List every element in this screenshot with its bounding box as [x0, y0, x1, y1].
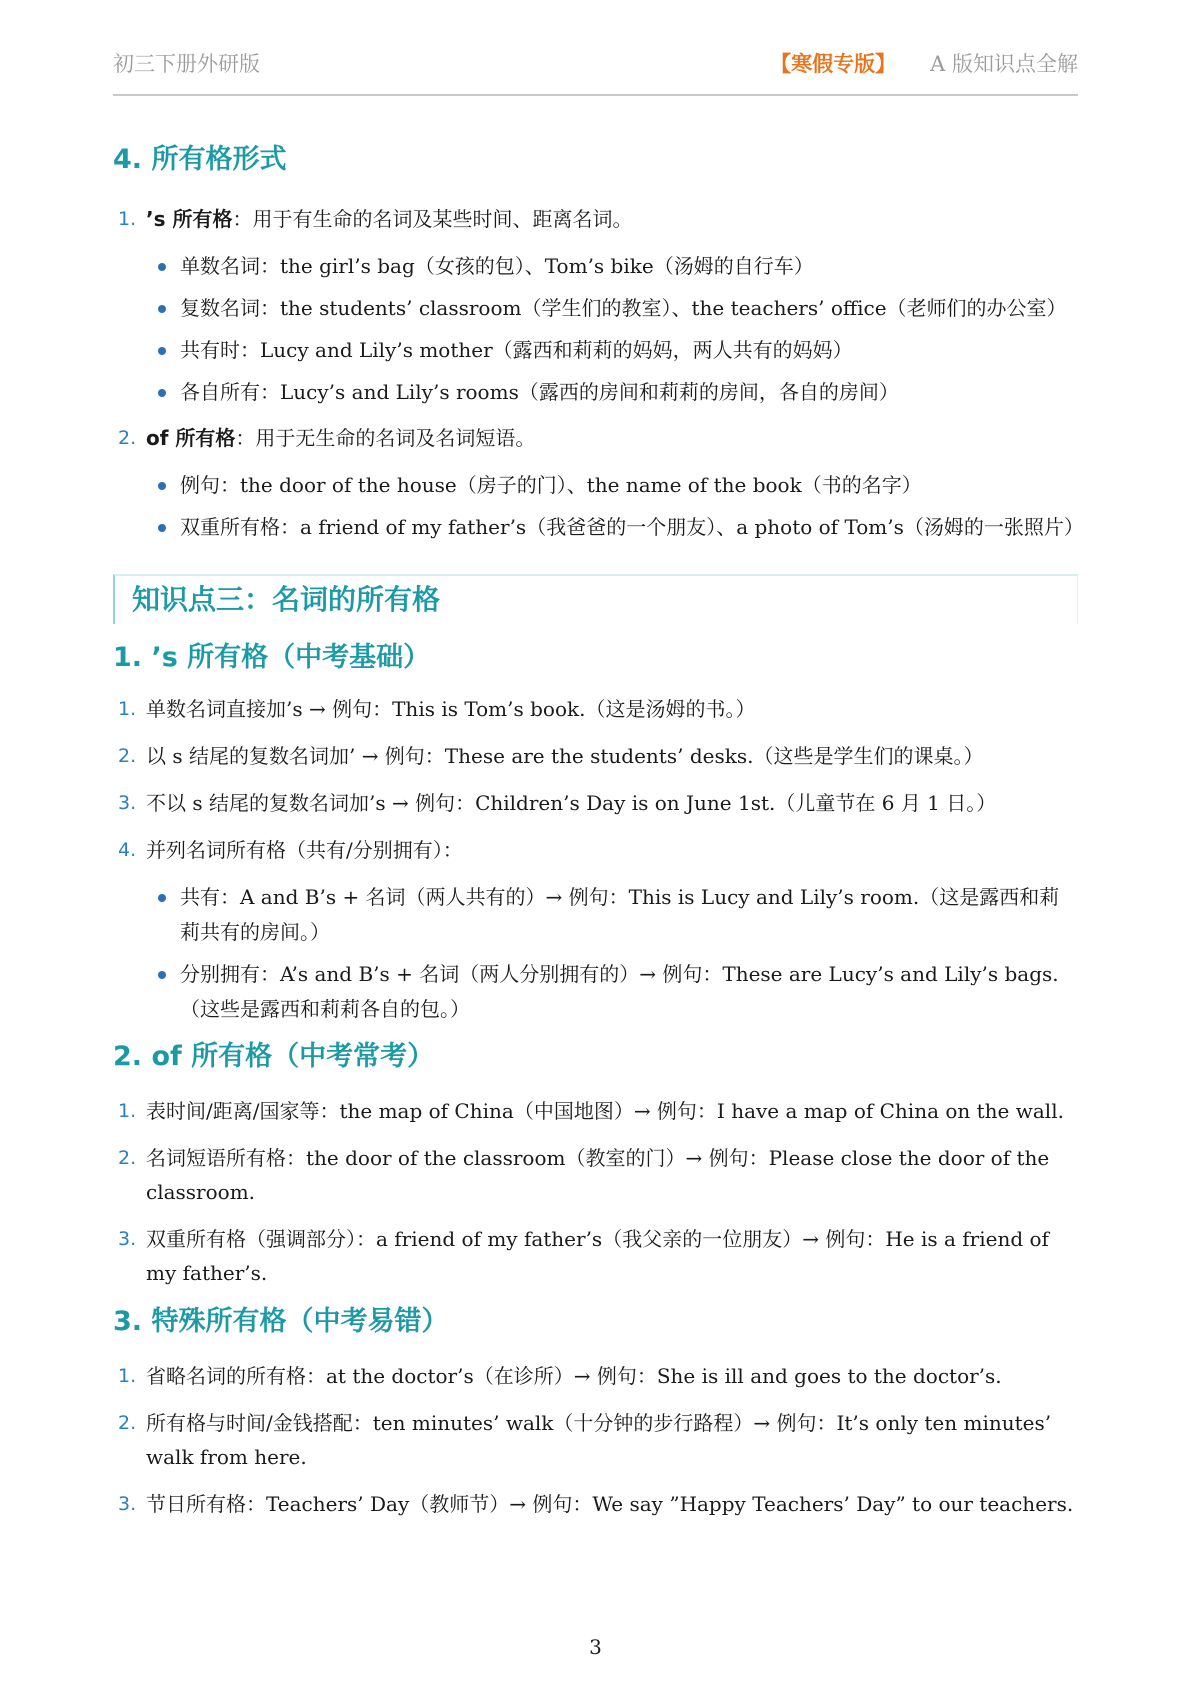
bullet-dot — [158, 894, 166, 902]
item-number: 2. — [118, 745, 137, 767]
bullet-text: 各自所有：Lucy’s and Lily’s rooms（露西的房间和莉莉的房间，各自的房间） — [180, 380, 899, 404]
item-text: 节日所有格：Teachers’ Day（教师节）→ 例句：We say ”Happy Teachers’ Day” to our teachers. — [146, 1492, 1074, 1516]
page-header — [113, 44, 1078, 96]
list-item — [113, 692, 1078, 726]
item-text: 并列名词所有格（共有/分别拥有）： — [146, 838, 463, 862]
item-term: of 所有格 — [146, 426, 236, 450]
item-text: 单数名词直接加’s → 例句：This is Tom’s book.（这是汤姆的书。） — [146, 697, 756, 721]
page-content — [113, 140, 1084, 1521]
item-text: ：用于无生命的名词及名词短语。 — [235, 426, 536, 450]
bullet-item — [113, 249, 1078, 284]
item-number: 3. — [118, 792, 137, 814]
section-title-box — [113, 574, 1078, 624]
section-title: 知识点三：名词的所有格 — [132, 583, 441, 616]
list-item — [113, 1406, 1078, 1474]
list-item — [113, 1222, 1078, 1290]
bullet-dot — [158, 971, 166, 979]
bullet-item — [113, 468, 1078, 503]
item-number: 1. — [118, 698, 137, 720]
bullet-dot — [158, 263, 166, 271]
item-number: 2. — [118, 1147, 137, 1169]
list-item — [113, 786, 1078, 820]
bullet-dot — [158, 524, 166, 532]
bullet-dot — [158, 389, 166, 397]
item-text: ：用于有生命的名词及某些时间、距离名词。 — [232, 207, 633, 231]
page-number: 3 — [589, 1635, 602, 1659]
bullet-item — [113, 510, 1084, 545]
list-item — [113, 421, 1078, 455]
list-item — [113, 1094, 1078, 1128]
list-item — [113, 739, 1078, 773]
bullet-item — [113, 880, 1078, 950]
item-number: 2. — [118, 427, 137, 449]
header-book-title: 初三下册外研版 — [113, 52, 260, 76]
item-text: 省略名词的所有格：at the doctor’s（在诊所）→ 例句：She is ill and goes to the doctor’s. — [146, 1364, 1002, 1388]
bullet-text: 复数名词：the students’ classroom（学生们的教室）、the teachers’ office（老师们的办公室） — [180, 296, 1067, 320]
bullet-text: 例句：the door of the house（房子的门）、the name of the book（书的名字） — [180, 473, 922, 497]
item-number: 1. — [118, 1100, 137, 1122]
bullet-dot — [158, 347, 166, 355]
item-text: 以 s 结尾的复数名词加’ → 例句：These are the students’ desks.（这些是学生们的课桌。） — [146, 744, 984, 768]
item-number: 2. — [118, 1412, 137, 1434]
bullet-text: 分别拥有：A’s and B’s + 名词（两人分别拥有的）→ 例句：These are Lucy’s and Lily’s bags.（这些是露西和莉莉各自的包。） — [180, 962, 1059, 1021]
header-right — [770, 48, 1078, 78]
item-text: 表时间/距离/国家等：the map of China（中国地图）→ 例句：I have a map of China on the wall. — [146, 1099, 1064, 1123]
part1-heading: 4. 所有格形式 — [113, 144, 287, 175]
bullet-item — [113, 375, 1078, 410]
item-number: 1. — [118, 208, 137, 230]
bullet-item — [113, 957, 1078, 1027]
bullet-item — [113, 291, 1078, 326]
item-text: 双重所有格（强调部分）：a friend of my father’s（我父亲的一位朋友）→ 例句：He is a friend of my father’s. — [146, 1227, 1049, 1285]
item-term: ’s 所有格 — [146, 207, 233, 231]
s3-heading: 3. 特殊所有格（中考易错） — [113, 1306, 449, 1337]
header-subtitle: A 版知识点全解 — [930, 52, 1078, 76]
bullet-text: 共有时：Lucy and Lily’s mother（露西和莉莉的妈妈，两人共有的妈妈） — [180, 338, 853, 362]
s2-heading: 2. of 所有格（中考常考） — [113, 1041, 435, 1072]
header-edition-tag: 【寒假专版】 — [770, 51, 897, 76]
bullet-text: 双重所有格：a friend of my father’s（我爸爸的一个朋友）、a photo of Tom’s（汤姆的一张照片） — [180, 515, 1084, 539]
item-number: 3. — [118, 1493, 137, 1515]
bullet-dot — [158, 305, 166, 313]
s1-heading: 1. ’s 所有格（中考基础） — [113, 642, 431, 673]
item-number: 1. — [118, 1365, 137, 1387]
item-text: 所有格与时间/金钱搭配：ten minutes’ walk（十分钟的步行路程）→ 例句：It’s only ten minutes’ walk from here. — [146, 1411, 1052, 1469]
list-item — [113, 202, 1078, 236]
bullet-dot — [158, 482, 166, 490]
bullet-text: 单数名词：the girl’s bag（女孩的包）、Tom’s bike（汤姆的自行车） — [180, 254, 814, 278]
list-item — [113, 1487, 1078, 1521]
item-number: 4. — [118, 839, 137, 861]
list-item — [113, 1141, 1078, 1209]
item-text: 名词短语所有格：the door of the classroom（教室的门）→ 例句：Please close the door of the classroom. — [146, 1146, 1050, 1204]
bullet-item — [113, 333, 1078, 368]
item-text: 不以 s 结尾的复数名词加’s → 例句：Children’s Day is on June 1st.（儿童节在 6 月 1 日。） — [146, 791, 997, 815]
bullet-text: 共有：A and B’s + 名词（两人共有的）→ 例句：This is Lucy and Lily’s room.（这是露西和莉莉共有的房间。） — [180, 885, 1060, 944]
list-item — [113, 1359, 1078, 1393]
list-item — [113, 833, 1078, 867]
item-number: 3. — [118, 1228, 137, 1250]
